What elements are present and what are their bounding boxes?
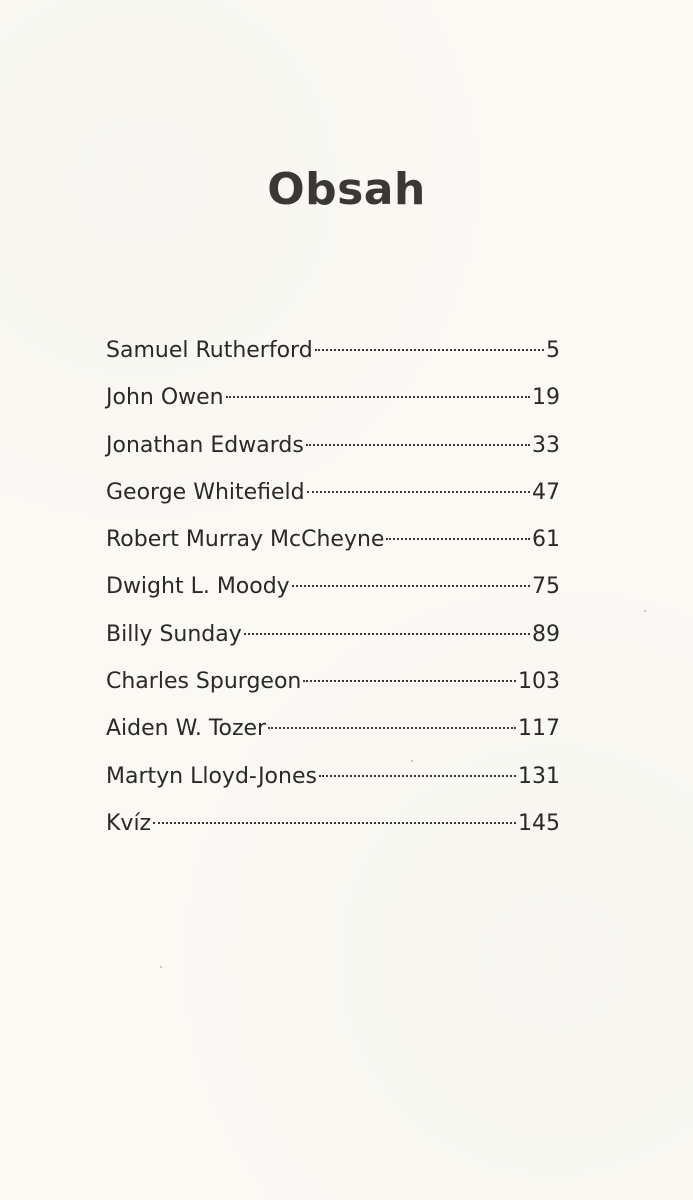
toc-entry-name: Martyn Lloyd-Jones	[106, 763, 317, 789]
toc-entry	[106, 760, 560, 807]
toc-leader-dots	[319, 775, 516, 777]
toc-entry-page: 117	[518, 716, 560, 742]
toc-entry	[106, 476, 560, 523]
toc-entry-page: 89	[532, 621, 560, 647]
toc-entry-page: 5	[546, 338, 560, 363]
paper-speck	[411, 760, 413, 762]
toc-entry	[106, 618, 560, 665]
toc-entry-page: 47	[532, 479, 560, 505]
toc-entry	[106, 429, 560, 476]
paper-speck	[160, 966, 162, 968]
toc-leader-dots	[386, 538, 530, 540]
toc-entry	[106, 570, 560, 617]
toc-leader-dots	[303, 680, 516, 682]
toc-leader-dots	[226, 396, 530, 398]
toc-entry-name: Dwight L. Moody	[106, 574, 290, 600]
toc-entry	[106, 712, 560, 759]
toc-entry	[106, 334, 560, 381]
toc-entry-page: 61	[532, 527, 560, 553]
toc-leader-dots	[306, 444, 530, 446]
toc-entry-name: John Owen	[106, 385, 224, 411]
toc-entry	[106, 665, 560, 712]
toc-entry-name: Kvíz	[106, 810, 152, 836]
toc-entry-page: 103	[518, 669, 560, 695]
toc-leader-dots	[307, 491, 530, 493]
page-title: Obsah	[267, 164, 426, 215]
toc-entry-name: George Whitefield	[106, 479, 305, 505]
toc-entry	[106, 807, 560, 854]
toc-entry	[106, 523, 560, 570]
toc-entry-name: Charles Spurgeon	[106, 669, 302, 695]
toc-entry-page: 131	[518, 763, 560, 789]
toc-entry-name: Aiden W. Tozer	[106, 716, 267, 742]
toc-leader-dots	[292, 585, 530, 587]
toc-entry-name: Samuel Rutherford	[106, 338, 313, 363]
toc-entry-page: 19	[532, 385, 560, 411]
toc-entry-name: Robert Murray McCheyne	[106, 527, 385, 553]
toc-entry-name: Billy Sunday	[106, 621, 242, 647]
toc-leader-dots	[153, 822, 516, 824]
toc-entry-page: 33	[532, 432, 560, 458]
toc-entry-page: 75	[532, 574, 560, 600]
toc-leader-dots	[244, 633, 530, 635]
table-of-contents	[106, 334, 560, 854]
toc-entry	[106, 381, 560, 428]
toc-entry-page: 145	[518, 810, 560, 836]
toc-entry-name: Jonathan Edwards	[106, 432, 304, 458]
paper-speck	[644, 610, 646, 612]
toc-leader-dots	[315, 349, 544, 351]
toc-leader-dots	[268, 727, 516, 729]
